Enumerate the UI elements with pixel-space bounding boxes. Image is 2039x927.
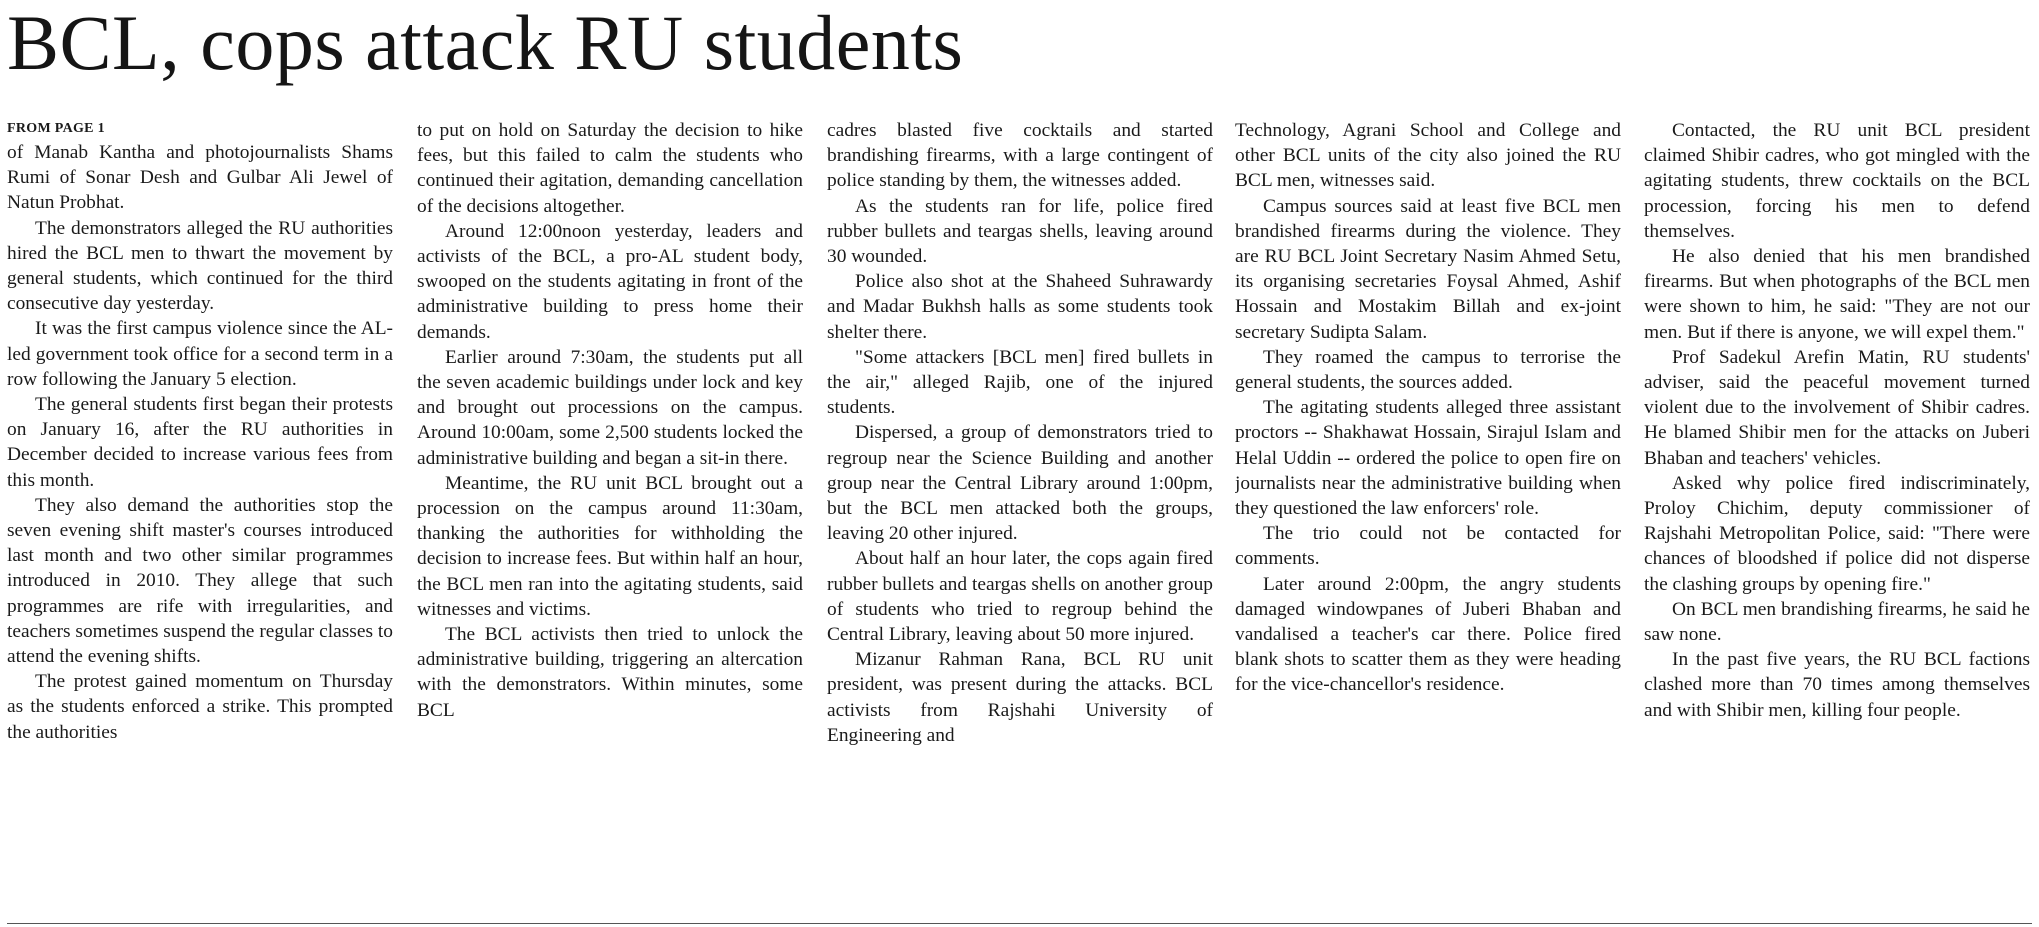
paragraph: He also denied that his men brandished firearms. But when photographs of the BCL men were shown to him, he said: "They are not our men. But if there is anyone, we will expel them."	[1644, 246, 2030, 343]
paragraph: of Manab Kantha and photojournalists Shams Rumi of Sonar Desh and Gulbar Ali Jewel of Natun Probhat.	[7, 142, 393, 214]
paragraph: cadres blasted five cocktails and started brandishing firearms, with a large contingent of police standing by them, the witnesses added.	[827, 120, 1213, 192]
paragraph: Meantime, the RU unit BCL brought out a procession on the campus around 11:30am, thanking the authorities for withholding the decision to increase fees. But within half an hour, the BCL men ran into the agitating students, said witnesses and victims.	[417, 472, 803, 620]
paragraph: Later around 2:00pm, the angry students damaged windowpanes of Juberi Bhaban and vandalised a teacher's car there. Police fired blank shots to scatter them as they were heading for the vice-chancellor's residence.	[1235, 573, 1621, 696]
article-column-2	[417, 118, 803, 908]
paragraph: "Some attackers [BCL men] fired bullets in the air," alleged Rajib, one of the injured students.	[827, 346, 1213, 419]
paragraph: Around 12:00noon yesterday, leaders and activists of the BCL, a pro-AL student body, swooped on the students agitating in front of the administrative building to press home their demands.	[417, 220, 803, 343]
paragraph: Technology, Agrani School and College and other BCL units of the city also joined the RU BCL men, witnesses said.	[1235, 120, 1621, 192]
continuation-kicker: FROM PAGE 1	[7, 121, 105, 136]
paragraph: The demonstrators alleged the RU authorities hired the BCL men to thwart the movement by general students, which continued for the third consecutive day yesterday.	[7, 217, 393, 315]
headline: BCL, cops attack RU students	[7, 0, 964, 86]
paragraph: Mizanur Rahman Rana, BCL RU unit president, was present during the attacks. BCL activists from Rajshahi University of Engineering and	[827, 649, 1213, 746]
article-column-4	[1235, 118, 1621, 908]
article-column-5	[1644, 118, 2030, 908]
paragraph: Contacted, the RU unit BCL president claimed Shibir cadres, who got mingled with the agitating students, threw cocktails on the BCL procession, forcing his men to defend themselves.	[1644, 120, 2030, 242]
paragraph: to put on hold on Saturday the decision to hike fees, but this failed to calm the students who continued their agitation, demanding cancellation of the decisions altogether.	[417, 120, 803, 217]
paragraph: Prof Sadekul Arefin Matin, RU students' adviser, said the peaceful movement turned violent due to the involvement of Shibir cadres. He blamed Shibir men for the attacks on Juberi Bhaban and teachers' vehicles.	[1644, 346, 2030, 469]
paragraph: The agitating students alleged three assistant proctors -- Shakhawat Hossain, Sirajul Islam and Helal Uddin -- ordered the police to open fire on journalists near the administrative building when they questioned the law enforcers' role.	[1235, 397, 1621, 520]
paragraph: Police also shot at the Shaheed Suhrawardy and Madar Bukhsh halls as some students took shelter there.	[827, 271, 1213, 343]
paragraph: The protest gained momentum on Thursday as the students enforced a strike. This prompted the authorities	[7, 671, 393, 743]
paragraph: It was the first campus violence since the AL-led government took office for a second term in a row following the January 5 election.	[7, 318, 393, 390]
paragraph: The BCL activists then tried to unlock the administrative building, triggering an altercation with the demonstrators. Within minutes, some BCL	[417, 624, 803, 721]
paragraph: Campus sources said at least five BCL men brandished firearms during the violence. They are RU BCL Joint Secretary Nasim Ahmed Setu, its organising secretaries Foysal Ahmed, Ashif Hossain and Mostakim Billah and ex-joint secretary Sudipta Salam.	[1235, 195, 1621, 343]
paragraph: The general students first began their protests on January 16, after the RU authorities in December decided to increase various fees from this month.	[7, 394, 393, 491]
bottom-rule	[7, 923, 2032, 924]
paragraph: Asked why police fired indiscriminately, Proloy Chichim, deputy commissioner of Rajshahi Metropolitan Police, said: "There were chances of bloodshed if police did not disperse the clashing groups by opening fire."	[1644, 472, 2030, 595]
article-column-3	[827, 118, 1213, 908]
paragraph: In the past five years, the RU BCL factions clashed more than 70 times among themselves and with Shibir men, killing four people.	[1644, 649, 2030, 721]
paragraph: Earlier around 7:30am, the students put all the seven academic buildings under lock and key and brought out processions on the campus. Around 10:00am, some 2,500 students locked the administrative building and began a sit-in there.	[417, 346, 803, 469]
paragraph: About half an hour later, the cops again fired rubber bullets and teargas shells on another group of students who tried to regroup behind the Central Library, leaving about 50 more injured.	[827, 548, 1213, 646]
paragraph: The trio could not be contacted for comments.	[1235, 523, 1621, 570]
paragraph: They roamed the campus to terrorise the general students, the sources added.	[1235, 346, 1621, 394]
paragraph: Dispersed, a group of demonstrators tried to regroup near the Science Building and another group near the Central Library around 1:00pm, but the BCL men attacked both the groups, leaving 20 other injured.	[827, 422, 1213, 545]
paragraph: As the students ran for life, police fired rubber bullets and teargas shells, leaving around 30 wounded.	[827, 195, 1213, 268]
paragraph: They also demand the authorities stop the seven evening shift master's courses introduced last month and two other similar programmes introduced in 2010. They allege that such programmes are rife with irregularities, and teachers sometimes suspend the regular classes to attend the evening shifts.	[7, 494, 393, 668]
paragraph: On BCL men brandishing firearms, he said he saw none.	[1644, 598, 2030, 646]
article-column-1	[7, 118, 393, 908]
